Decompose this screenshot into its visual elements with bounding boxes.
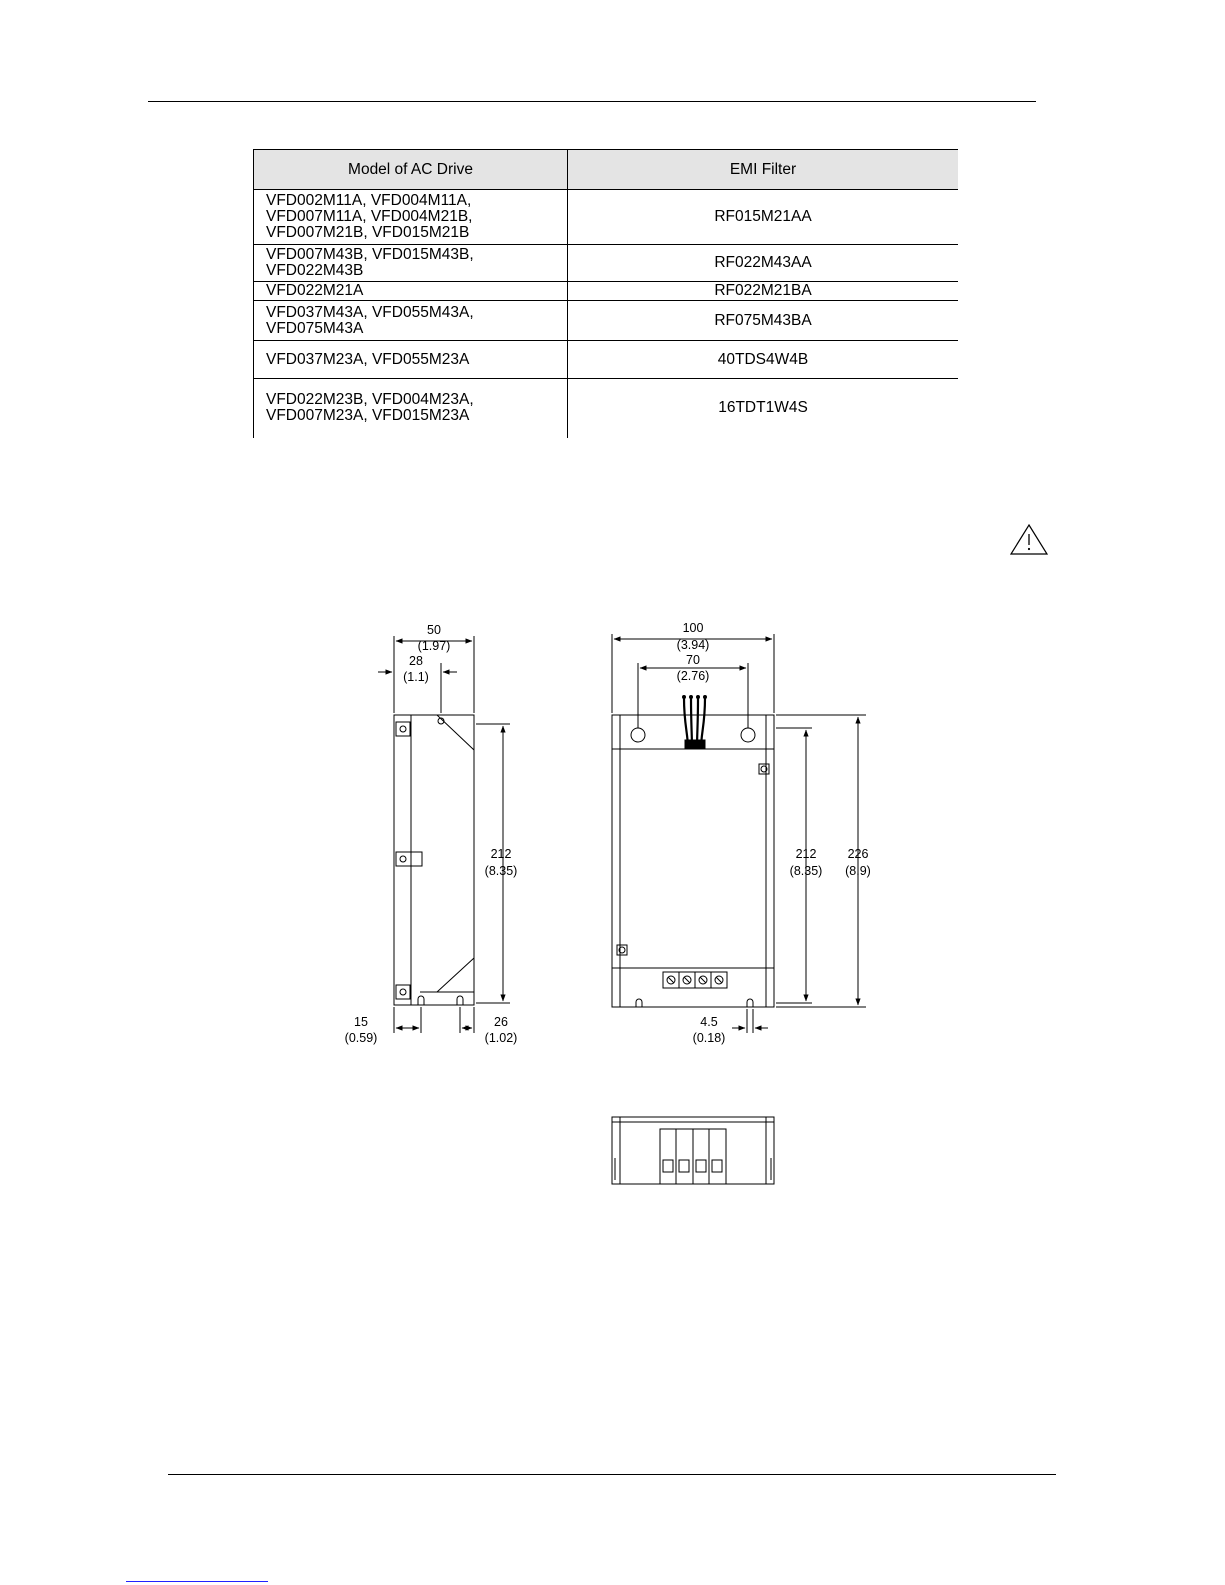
model-line: VFD002M11A, VFD004M11A, <box>266 192 472 209</box>
model-line: VFD022M43B <box>266 262 364 279</box>
model-line: VFD022M23B, VFD004M23A, <box>266 391 474 409</box>
footer-link-underline <box>126 1581 268 1582</box>
filter-cell: 16TDT1W4S <box>718 399 808 417</box>
dim-side-width: 50 <box>427 623 441 637</box>
dim-side-height-in: (8.35) <box>484 864 518 878</box>
bottom-view <box>612 1117 774 1184</box>
dim-front-width: 100 <box>682 621 704 635</box>
dim-side-height: 212 <box>490 847 512 861</box>
model-line: VFD007M11A, VFD004M21B, <box>266 208 473 225</box>
dim-side-width-in: (1.97) <box>417 639 451 653</box>
dim-side-offset: 28 <box>409 654 423 668</box>
dim-front-hole-spacing-in: (2.76) <box>676 669 710 683</box>
column-header-model: Model of AC Drive <box>254 150 568 190</box>
model-line: VFD007M23A, VFD015M23A <box>266 407 470 425</box>
filter-cell: RF075M43BA <box>568 301 959 341</box>
dim-front-width-in: (3.94) <box>676 638 710 652</box>
dim-front-height: 212 <box>795 847 817 861</box>
dim-side-bottom-right-in: (1.02) <box>484 1031 518 1045</box>
footer-rule <box>168 1474 1056 1475</box>
model-line: VFD037M23A, VFD055M23A <box>266 350 470 368</box>
model-line: VFD075M43A <box>266 319 364 337</box>
filter-cell: RF015M21AA <box>568 190 959 245</box>
model-line: VFD007M43B, VFD015M43B, <box>266 246 474 263</box>
model-line: VFD022M21A <box>266 282 364 299</box>
dim-side-bottom-left: 15 <box>354 1015 368 1029</box>
dim-front-slot: 4.5 <box>700 1015 718 1029</box>
front-view <box>612 696 774 1008</box>
dim-side-bottom-left-in: (0.59) <box>344 1031 378 1045</box>
model-line: VFD007M21B, VFD015M21B <box>266 224 470 241</box>
filter-cell: 40TDS4W4B <box>568 341 959 379</box>
column-header-filter: EMI Filter <box>568 150 959 190</box>
dim-front-height-in: (8.35) <box>789 864 823 878</box>
dim-front-total-height: 226 <box>847 847 869 861</box>
dim-front-hole-spacing: 70 <box>686 653 700 667</box>
dim-front-slot-in: (0.18) <box>692 1031 726 1045</box>
model-line: VFD037M43A, VFD055M43A, <box>266 303 474 321</box>
filter-cell: RF022M21BA <box>568 282 959 301</box>
dim-front-total-height-in: (8.9) <box>845 864 871 878</box>
dim-side-offset-in: (1.1) <box>403 670 429 684</box>
filter-cell: RF022M43AA <box>568 245 959 282</box>
dim-side-bottom-right: 26 <box>494 1015 508 1029</box>
side-view <box>394 715 474 1005</box>
